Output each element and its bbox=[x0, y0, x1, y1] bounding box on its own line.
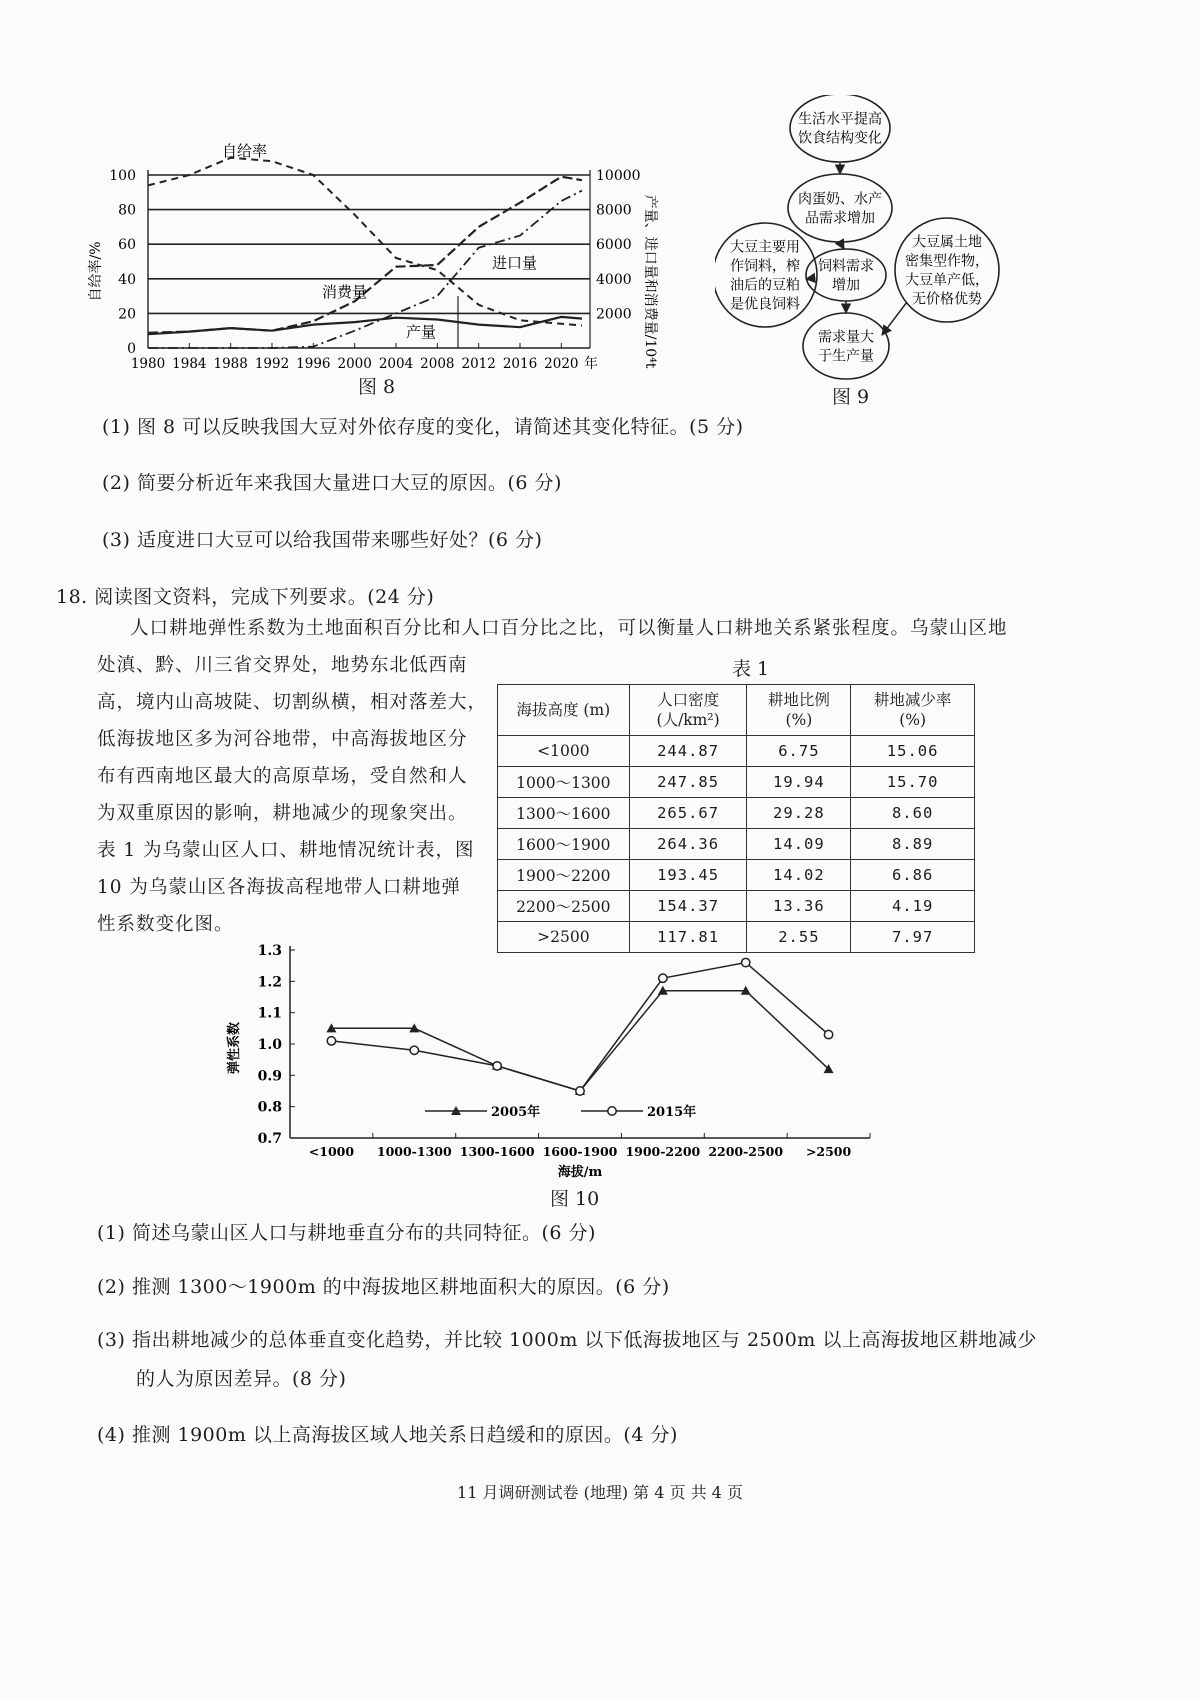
point-2015 bbox=[327, 1037, 335, 1045]
figure-8 bbox=[0, 0, 680, 420]
figure-9-diagram bbox=[715, 95, 1165, 415]
cell-ratio: 6.75 bbox=[747, 736, 851, 767]
cell-altitude: 1900～2200 bbox=[498, 860, 630, 891]
figure-10-caption: 图 10 bbox=[550, 1188, 600, 1210]
x-tick-label: 2200-2500 bbox=[708, 1144, 784, 1159]
right-tick-label: 4000 bbox=[596, 271, 632, 288]
cell-ratio: 13.36 bbox=[747, 891, 851, 922]
node-soybean-feed-text: 油后的豆粕 bbox=[730, 277, 800, 294]
series-line bbox=[331, 963, 828, 1092]
header-unit: (%) bbox=[785, 711, 813, 729]
table-row bbox=[498, 860, 975, 891]
node-demand-exceeds-text: 需求量大 bbox=[818, 329, 874, 346]
figure-8-chart bbox=[0, 0, 680, 420]
q18-line: 性系数变化图。 bbox=[97, 914, 234, 935]
table-1-caption: 表 1 bbox=[732, 658, 770, 680]
x-axis-title: 海拔/m bbox=[557, 1165, 603, 1180]
flow-arrow bbox=[882, 302, 907, 335]
cell-density: 244.87 bbox=[629, 736, 747, 767]
node-living-standard-text: 生活水平提高 bbox=[798, 111, 882, 128]
node-soybean-feed-text: 大豆主要用 bbox=[730, 239, 800, 256]
x-tick-label: 1900-2200 bbox=[625, 1144, 701, 1159]
label-self-sufficiency: 自给率 bbox=[222, 142, 268, 160]
legend-label-2015: 2015年 bbox=[647, 1105, 697, 1120]
node-living-standard-ellipse bbox=[790, 95, 890, 162]
node-soybean-land-text: 大豆属土地 bbox=[912, 234, 982, 251]
left-tick-label: 100 bbox=[109, 168, 136, 184]
right-axis-title: 产量、进口量和消费量/10⁴t bbox=[642, 194, 658, 369]
y-axis-title: 弹性系数 bbox=[227, 1021, 242, 1075]
node-demand-exceeds-text: 于生产量 bbox=[818, 348, 874, 365]
node-soybean-feed-text: 是优良饲料 bbox=[730, 296, 800, 313]
figure-9 bbox=[715, 95, 1165, 415]
cell-reduction: 8.60 bbox=[851, 798, 975, 829]
page-footer: 11 月调研测试卷 (地理) 第 4 页 共 4 页 bbox=[457, 1483, 743, 1502]
q18-part1: (1) 简述乌蒙山区人口与耕地垂直分布的共同特征。(6 分) bbox=[97, 1222, 596, 1244]
q18-part2: (2) 推测 1300～1900m 的中海拔地区耕地面积大的原因。(6 分) bbox=[97, 1276, 670, 1298]
x-tick-label: 1988 bbox=[213, 356, 248, 372]
header-text: 耕地减少率 bbox=[873, 691, 952, 709]
point-2015 bbox=[824, 1030, 832, 1038]
x-tick-label: 2012 bbox=[461, 356, 496, 372]
node-soybean-feed-text: 作饲料，榨 bbox=[730, 258, 800, 275]
x-tick-label: 1980 bbox=[130, 356, 166, 372]
x-tick-label: 1992 bbox=[254, 356, 290, 372]
left-tick-label: 0 bbox=[127, 341, 136, 357]
node-meat-demand-text: 肉蛋奶、水产 bbox=[798, 191, 882, 208]
cell-altitude: 1000～1300 bbox=[498, 767, 630, 798]
series-line bbox=[331, 991, 828, 1091]
cell-density: 193.45 bbox=[629, 860, 747, 891]
cell-density: 154.37 bbox=[629, 891, 747, 922]
x-tick-label: 2004 bbox=[378, 356, 414, 372]
table-header-reduction-rate bbox=[851, 685, 975, 736]
legend-marker-2015 bbox=[608, 1107, 616, 1115]
point-2015 bbox=[493, 1062, 501, 1070]
cell-altitude: <1000 bbox=[498, 736, 630, 767]
q18-line: 处滇、黔、川三省交界处，地势东北低西南 bbox=[97, 655, 468, 676]
right-tick-label: 10000 bbox=[596, 168, 641, 184]
y-tick-label: 0.8 bbox=[257, 1099, 282, 1116]
header-unit: (%) bbox=[899, 711, 927, 729]
figure-8-caption: 图 8 bbox=[358, 376, 396, 398]
flow-arrow bbox=[806, 278, 815, 279]
table-1 bbox=[497, 684, 975, 953]
cell-density: 247.85 bbox=[629, 767, 747, 798]
label-production: 产量 bbox=[406, 323, 437, 341]
right-tick-label: 2000 bbox=[596, 306, 632, 323]
right-tick-label: 6000 bbox=[596, 237, 632, 254]
node-soybean-land-text: 大豆单产低， bbox=[905, 272, 989, 289]
left-tick-label: 40 bbox=[118, 271, 136, 288]
q18-part4: (4) 推测 1900m 以上高海拔区域人地关系日趋缓和的原因。(4 分) bbox=[97, 1424, 678, 1446]
cell-altitude: 1300～1600 bbox=[498, 798, 630, 829]
node-living-standard-text: 饮食结构变化 bbox=[798, 130, 882, 147]
figure-10-chart bbox=[225, 930, 885, 1180]
cell-density: 264.36 bbox=[629, 829, 747, 860]
table-header-altitude: 海拔高度 (m) bbox=[498, 685, 630, 736]
cell-reduction: 6.86 bbox=[851, 860, 975, 891]
header-text: 耕地比例 bbox=[767, 691, 830, 709]
table-header-density bbox=[629, 685, 747, 736]
cell-ratio: 19.94 bbox=[747, 767, 851, 798]
table-row bbox=[498, 736, 975, 767]
node-meat-demand-text: 品需求增加 bbox=[805, 210, 875, 227]
x-tick-label: 1996 bbox=[296, 356, 331, 372]
table-row bbox=[498, 767, 975, 798]
cell-reduction: 4.19 bbox=[851, 891, 975, 922]
x-tick-label: 2008 bbox=[420, 356, 455, 372]
table-row bbox=[498, 891, 975, 922]
x-tick-label: 1984 bbox=[172, 356, 207, 372]
point-2015 bbox=[410, 1046, 418, 1054]
cell-reduction: 8.89 bbox=[851, 829, 975, 860]
cell-ratio: 29.28 bbox=[747, 798, 851, 829]
figure-10 bbox=[225, 930, 885, 1180]
node-meat-demand-ellipse bbox=[788, 174, 892, 242]
label-import: 进口量 bbox=[492, 254, 538, 272]
q18-intro: 人口耕地弹性系数为土地面积百分比和人口百分比之比，可以衡量人口耕地关系紧张程度。乌蒙山区地 bbox=[130, 618, 1008, 639]
table-row bbox=[498, 798, 975, 829]
x-tick-label: 1000-1300 bbox=[376, 1144, 452, 1159]
q18-line: 10 为乌蒙山区各海拔高程地带人口耕地弹 bbox=[97, 877, 461, 898]
cell-density: 117.81 bbox=[629, 922, 747, 953]
legend-label-2005: 2005年 bbox=[491, 1105, 541, 1120]
q18-header: 18. 阅读图文资料，完成下列要求。(24 分) bbox=[56, 586, 435, 608]
table-header-farmland-ratio bbox=[747, 685, 851, 736]
flow-arrow bbox=[840, 242, 844, 249]
x-tick-label: 2020 bbox=[544, 356, 579, 372]
point-2015 bbox=[659, 974, 667, 982]
cell-ratio: 14.02 bbox=[747, 860, 851, 891]
header-text: 人口密度 bbox=[657, 691, 720, 709]
cell-reduction: 7.97 bbox=[851, 922, 975, 953]
q18-line: 布有西南地区最大的高原草场，受自然和人 bbox=[97, 766, 468, 787]
q18-part3b: 的人为原因差异。(8 分) bbox=[136, 1368, 347, 1390]
table-header-row bbox=[498, 685, 975, 736]
left-axis-title: 自给率/% bbox=[88, 241, 104, 302]
node-soybean-land-text: 无价格优势 bbox=[912, 291, 982, 308]
node-feed-demand-text: 增加 bbox=[832, 277, 860, 294]
y-tick-label: 1.1 bbox=[257, 1005, 282, 1022]
cell-ratio: 2.55 bbox=[747, 922, 851, 953]
cell-reduction: 15.06 bbox=[851, 736, 975, 767]
node-soybean-land-text: 密集型作物， bbox=[905, 253, 989, 270]
point-2015 bbox=[576, 1087, 584, 1095]
left-tick-label: 80 bbox=[118, 202, 136, 219]
cell-altitude: >2500 bbox=[498, 922, 630, 953]
figure-9-caption: 图 9 bbox=[832, 386, 870, 408]
cell-altitude: 2200～2500 bbox=[498, 891, 630, 922]
x-tick-label: 1600-1900 bbox=[542, 1144, 618, 1159]
node-demand-exceeds-ellipse bbox=[803, 313, 889, 379]
q18-text-block bbox=[97, 647, 497, 943]
q17-part1: (1) 图 8 可以反映我国大豆对外依存度的变化，请简述其变化特征。(5 分) bbox=[102, 416, 744, 438]
left-tick-label: 20 bbox=[118, 306, 136, 323]
cell-ratio: 14.09 bbox=[747, 829, 851, 860]
cell-altitude: 1600～1900 bbox=[498, 829, 630, 860]
y-tick-label: 1.0 bbox=[257, 1037, 282, 1053]
cell-density: 265.67 bbox=[629, 798, 747, 829]
q18-line: 高，境内山高坡陡、切割纵横，相对落差大， bbox=[97, 692, 488, 713]
x-unit-label: 年 bbox=[584, 356, 598, 372]
y-tick-label: 1.2 bbox=[257, 974, 282, 991]
q17-part3: (3) 适度进口大豆可以给我国带来哪些好处？(6 分) bbox=[102, 529, 543, 551]
label-consumption: 消费量 bbox=[322, 283, 368, 301]
x-tick-label: 1300-1600 bbox=[459, 1144, 535, 1159]
y-tick-label: 0.9 bbox=[257, 1068, 282, 1085]
q18-line: 表 1 为乌蒙山区人口、耕地情况统计表，图 bbox=[97, 840, 475, 861]
q17-part2: (2) 简要分析近年来我国大量进口大豆的原因。(6 分) bbox=[102, 472, 562, 494]
x-tick-label: 2000 bbox=[337, 356, 372, 372]
x-tick-label: 2016 bbox=[502, 356, 538, 372]
table-row bbox=[498, 829, 975, 860]
q18-line: 低海拔地区多为河谷地带，中高海拔地区分 bbox=[97, 729, 468, 750]
x-tick-label: <1000 bbox=[308, 1144, 355, 1159]
cell-reduction: 15.70 bbox=[851, 767, 975, 798]
q18-line: 为双重原因的影响，耕地减少的现象突出。 bbox=[97, 803, 468, 824]
right-tick-label: 8000 bbox=[596, 202, 632, 219]
q18-part3a: (3) 指出耕地减少的总体垂直变化趋势，并比较 1000m 以下低海拔地区与 2500m 以上高海拔地区耕地减少 bbox=[97, 1329, 1037, 1351]
header-unit: (人/km²) bbox=[656, 711, 720, 729]
point-2015 bbox=[742, 958, 750, 966]
y-tick-label: 1.3 bbox=[257, 943, 282, 959]
node-feed-demand-text: 饲料需求 bbox=[818, 258, 874, 275]
x-tick-label: >2500 bbox=[805, 1144, 852, 1159]
y-tick-label: 0.7 bbox=[257, 1131, 282, 1147]
left-tick-label: 60 bbox=[118, 237, 136, 254]
